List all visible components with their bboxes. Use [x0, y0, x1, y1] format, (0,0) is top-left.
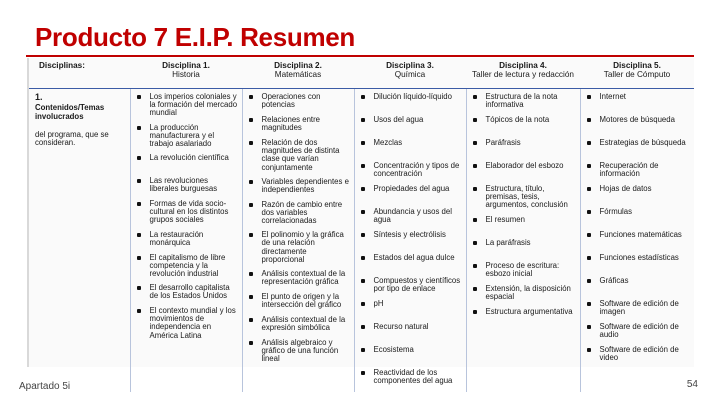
topic-item: Análisis contextual de la representación gráfica — [246, 270, 351, 287]
row-number: 1. — [35, 92, 43, 102]
cell-discipline-5 — [580, 89, 694, 393]
topic-item: Funciones matemáticas — [584, 231, 692, 248]
topic-item: Ecosistema — [358, 346, 463, 363]
cell-discipline-4 — [466, 89, 580, 393]
topic-item: La paráfrasis — [470, 239, 577, 256]
header-discipline-3 — [354, 58, 466, 89]
page-number: 54 — [686, 379, 698, 390]
topic-item: Síntesis y electrólisis — [358, 231, 463, 248]
table-row — [27, 89, 694, 393]
topic-item: Hojas de datos — [584, 185, 692, 202]
topic-item: Análisis contextual de la expresión simbólica — [246, 316, 351, 333]
topic-item: Software de edición de video — [584, 346, 692, 363]
topic-item: Funciones estadísticas — [584, 254, 692, 271]
topic-item: Estructura de la nota informativa — [470, 93, 577, 110]
topic-item: El contexto mundial y los movimientos de independencia en América Latina — [134, 307, 239, 340]
disciplines-table — [27, 58, 694, 392]
footer-section-label: Apartado 5i — [19, 381, 71, 392]
topic-item: Proceso de escritura: esbozo inicial — [470, 262, 577, 279]
topic-item: Reactividad de los componentes del agua — [358, 369, 463, 386]
discipline-subject: Química — [394, 69, 426, 79]
topic-item: Mezclas — [358, 139, 463, 156]
topic-item: Las revoluciones liberales burguesas — [134, 177, 239, 194]
topic-item: Software de edición de imagen — [584, 300, 692, 317]
topic-item: La revolución científica — [134, 154, 239, 171]
discipline-subject: Taller de Cómputo — [603, 69, 671, 79]
topic-item: Concentración y tipos de concentración — [358, 162, 463, 179]
topic-list — [584, 93, 692, 363]
topic-item: Fórmulas — [584, 208, 692, 225]
topic-item: Motores de búsqueda — [584, 116, 692, 133]
header-discipline-2 — [242, 58, 354, 89]
discipline-name: Disciplina 1. — [162, 61, 210, 70]
scanned-table-image — [27, 58, 694, 386]
corner-header: Disciplinas: — [27, 58, 130, 89]
topic-item: Usos del agua — [358, 116, 463, 133]
topic-list — [246, 93, 351, 363]
topic-item: Elaborador del esbozo — [470, 162, 577, 179]
topic-item: Relación de dos magnitudes de distinta clase que varían conjuntamente — [246, 139, 351, 172]
topic-item: Estados del agua dulce — [358, 254, 463, 271]
topic-item: Recuperación de información — [584, 162, 692, 179]
scan-edge — [27, 58, 29, 367]
discipline-subject: Matemáticas — [274, 69, 322, 79]
topic-item: El desarrollo capitalista de los Estados Unidos — [134, 284, 239, 301]
header-discipline-4 — [466, 58, 580, 89]
topic-item: Variables dependientes e independientes — [246, 178, 351, 195]
topic-list — [470, 93, 577, 325]
topic-item: El capitalismo de libre competencia y la revolución industrial — [134, 254, 239, 279]
topic-list — [358, 93, 463, 386]
topic-item: La restauración monárquica — [134, 231, 239, 248]
row-label-cell — [27, 89, 130, 393]
cell-discipline-2 — [242, 89, 354, 393]
topic-item: El polinomio y la gráfica de una relación directamente proporcional — [246, 231, 351, 264]
topic-list — [134, 93, 239, 340]
discipline-subject: Historia — [172, 69, 200, 79]
cell-discipline-1 — [130, 89, 242, 393]
topic-item: Extensión, la disposición espacial — [470, 285, 577, 302]
topic-item: Paráfrasis — [470, 139, 577, 156]
header-row — [27, 58, 694, 89]
topic-item: pH — [358, 300, 463, 317]
topic-item: Internet — [584, 93, 692, 110]
topic-item: Operaciones con potencias — [246, 93, 351, 110]
topic-item: Recurso natural — [358, 323, 463, 340]
topic-item: Los imperios coloniales y la formación del mercado mundial — [134, 93, 239, 118]
cell-discipline-3 — [354, 89, 466, 393]
discipline-name: Disciplina 3. — [386, 61, 434, 70]
topic-item: Relaciones entre magnitudes — [246, 116, 351, 133]
discipline-subject: Taller de lectura y redacción — [472, 69, 574, 79]
row-heading: Contenidos/Temas involucrados — [35, 103, 105, 121]
topic-item: El punto de origen y la intersección del gráfico — [246, 293, 351, 310]
title-divider — [26, 55, 694, 57]
header-discipline-5 — [580, 58, 694, 89]
topic-item: Tópicos de la nota — [470, 116, 577, 133]
topic-item: Propiedades del agua — [358, 185, 463, 202]
topic-item: Razón de cambio entre dos variables correlacionadas — [246, 201, 351, 226]
topic-item: Software de edición de audio — [584, 323, 692, 340]
topic-item: Estructura argumentativa — [470, 308, 577, 325]
topic-item: Abundancia y usos del agua — [358, 208, 463, 225]
topic-item: El resumen — [470, 216, 577, 233]
discipline-name: Disciplina 5. — [613, 61, 661, 70]
topic-item: Compuestos y científicos por tipo de enlace — [358, 277, 463, 294]
topic-item: Gráficas — [584, 277, 692, 294]
topic-item: Formas de vida socio-cultural en los distintos grupos sociales — [134, 200, 239, 225]
topic-item: Análisis algebraico y gráfico de una función lineal — [246, 339, 351, 364]
discipline-name: Disciplina 2. — [274, 61, 322, 70]
row-subheading: del programa, que se consideran. — [35, 129, 109, 147]
topic-item: Estructura, título, premisas, tesis, argumentos, conclusión — [470, 185, 577, 210]
discipline-name: Disciplina 4. — [499, 61, 547, 70]
header-discipline-1 — [130, 58, 242, 89]
topic-item: Dilución líquido-líquido — [358, 93, 463, 110]
slide-title: Producto 7 E.I.P. Resumen — [35, 22, 356, 52]
topic-item: Estrategias de búsqueda — [584, 139, 692, 156]
topic-item: La producción manufacturera y el trabajo asalariado — [134, 124, 239, 149]
